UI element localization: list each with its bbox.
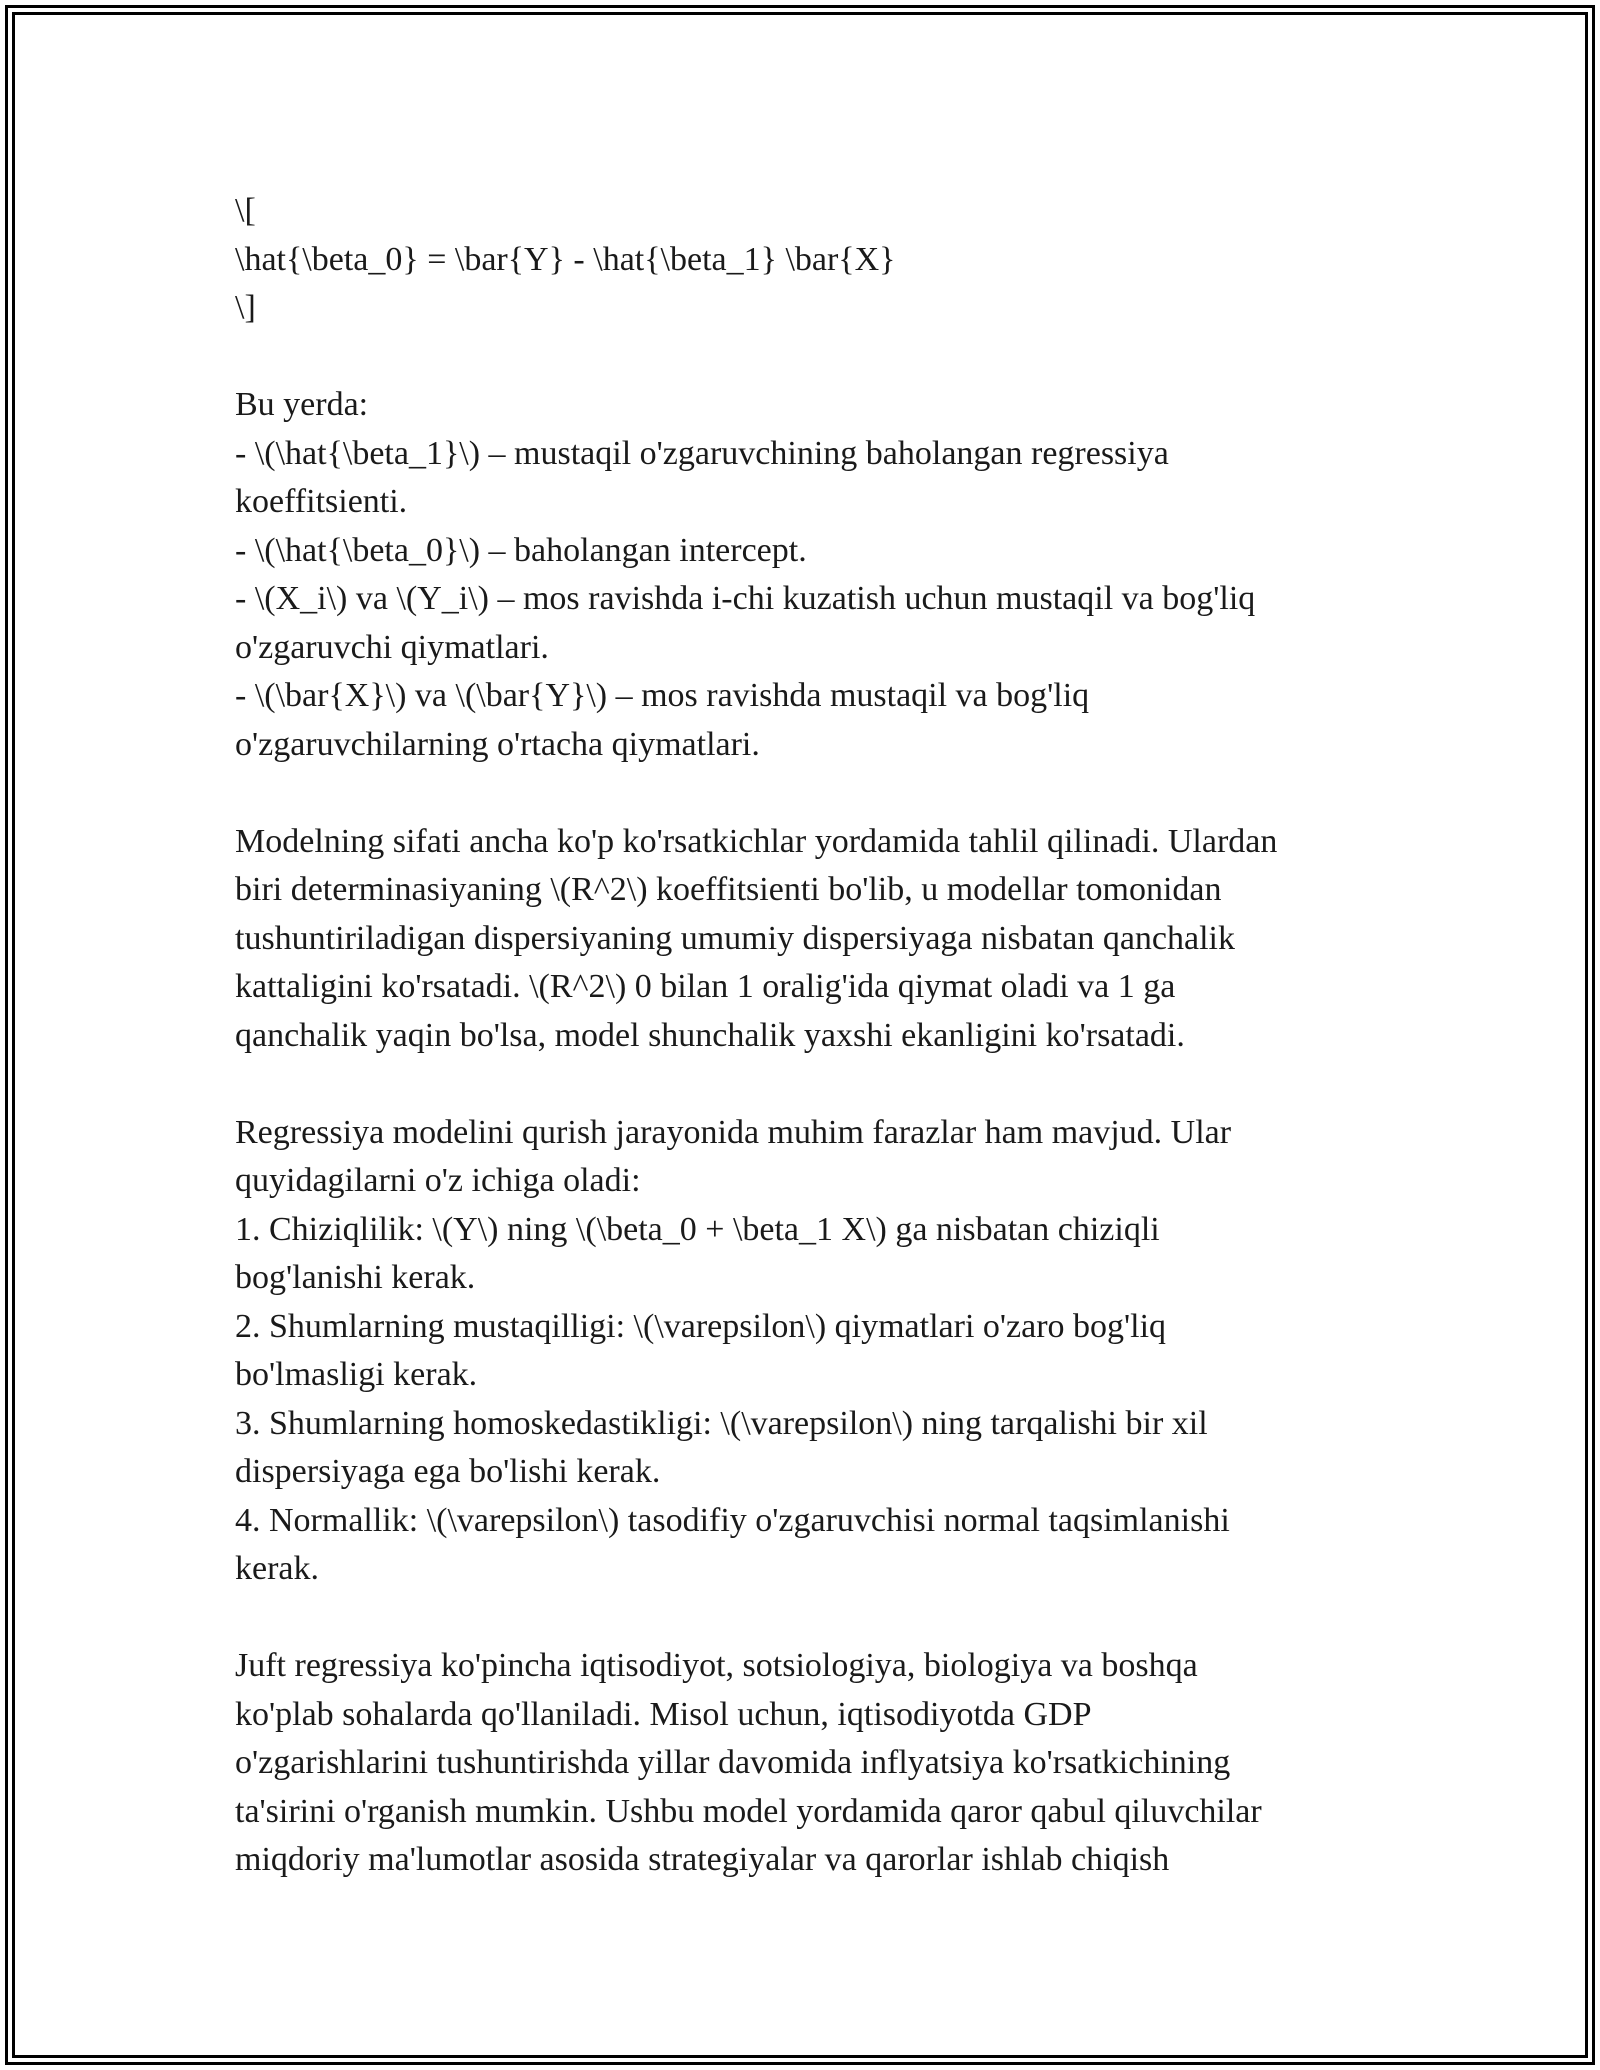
formula-block bbox=[235, 187, 1385, 333]
paragraph-line: biri determinasiyaning \(R^2\) koeffitsienti bo'lib, u modellar tomonidan bbox=[235, 871, 1222, 908]
definition-line: - \(\hat{\beta_0}\) – baholangan intercept. bbox=[235, 531, 807, 569]
applications-paragraph bbox=[235, 1642, 1385, 1885]
definitions-block bbox=[235, 381, 1385, 769]
paragraph-line: ta'sirini o'rganish mumkin. Ushbu model yordamida qaror qabul qiluvchilar bbox=[235, 1792, 1262, 1830]
paragraph-line: miqdoriy ma'lumotlar asosida strategiyalar va qarorlar ishlab chiqish bbox=[235, 1841, 1170, 1878]
paragraph-line: Juft regressiya ko'pincha iqtisodiyot, sotsiologiya, biologiya va boshqa bbox=[235, 1647, 1198, 1684]
assumption-line: 1. Chiziqlilik: \(Y\) ning \(\beta_0 + \beta_1 X\) ga nisbatan chiziqli bbox=[235, 1210, 1160, 1248]
quality-paragraph bbox=[235, 818, 1385, 1061]
paragraph-line: ko'plab sohalarda qo'llaniladi. Misol uchun, iqtisodiyotda GDP bbox=[235, 1695, 1092, 1733]
definitions-intro: Bu yerda: bbox=[235, 386, 369, 423]
assumption-line: 3. Shumlarning homoskedastikligi: \(\varepsilon\) ning tarqalishi bir xil bbox=[235, 1404, 1208, 1442]
definition-line: - \(X_i\) va \(Y_i\) – mos ravishda i-chi kuzatish uchun mustaqil va bog'liq bbox=[235, 580, 1256, 617]
assumption-line: kerak. bbox=[235, 1550, 320, 1587]
assumptions-list bbox=[235, 1109, 1385, 1594]
assumption-line: quyidagilarni o'z ichiga oladi: bbox=[235, 1162, 641, 1199]
definition-line: - \(\hat{\beta_1}\) – mustaqil o'zgaruvchining baholangan regressiya bbox=[235, 434, 1169, 472]
formula-body: \hat{\beta_0} = \bar{Y} - \hat{\beta_1} \bar{X} bbox=[235, 240, 896, 278]
assumption-line: 4. Normallik: \(\varepsilon\) tasodifiy o'zgaruvchisi normal taqsimlanishi bbox=[235, 1501, 1230, 1539]
formula-close: \] bbox=[235, 289, 256, 326]
assumption-line: dispersiyaga ega bo'lishi kerak. bbox=[235, 1453, 661, 1490]
definition-line: o'zgaruvchilarning o'rtacha qiymatlari. bbox=[235, 725, 760, 763]
document-body bbox=[235, 187, 1385, 1885]
definition-line: - \(\bar{X}\) va \(\bar{Y}\) – mos ravishda mustaqil va bog'liq bbox=[235, 677, 1090, 714]
definition-line: o'zgaruvchi qiymatlari. bbox=[235, 628, 549, 666]
paragraph-line: kattaligini ko'rsatadi. \(R^2\) 0 bilan 1 oralig'ida qiymat oladi va 1 ga bbox=[235, 968, 1176, 1005]
paragraph-line: Modelning sifati ancha ko'p ko'rsatkichlar yordamida tahlil qilinadi. Ulardan bbox=[235, 822, 1278, 860]
assumption-line: Regressiya modelini qurish jarayonida muhim farazlar ham mavjud. Ular bbox=[235, 1113, 1232, 1151]
paragraph-line: o'zgarishlarini tushuntirishda yillar davomida inflyatsiya ko'rsatkichining bbox=[235, 1744, 1231, 1781]
paragraph-line: qanchalik yaqin bo'lsa, model shunchalik yaxshi ekanligini ko'rsatadi. bbox=[235, 1016, 1185, 1054]
formula-open: \[ bbox=[235, 192, 256, 229]
paragraph-line: tushuntiriladigan dispersiyaning umumiy dispersiyaga nisbatan qanchalik bbox=[235, 919, 1235, 957]
assumption-line: bog'lanishi kerak. bbox=[235, 1259, 476, 1296]
assumption-line: 2. Shumlarning mustaqilligi: \(\varepsilon\) qiymatlari o'zaro bog'liq bbox=[235, 1307, 1167, 1345]
assumption-line: bo'lmasligi kerak. bbox=[235, 1356, 478, 1393]
definition-line: koeffitsienti. bbox=[235, 483, 408, 520]
